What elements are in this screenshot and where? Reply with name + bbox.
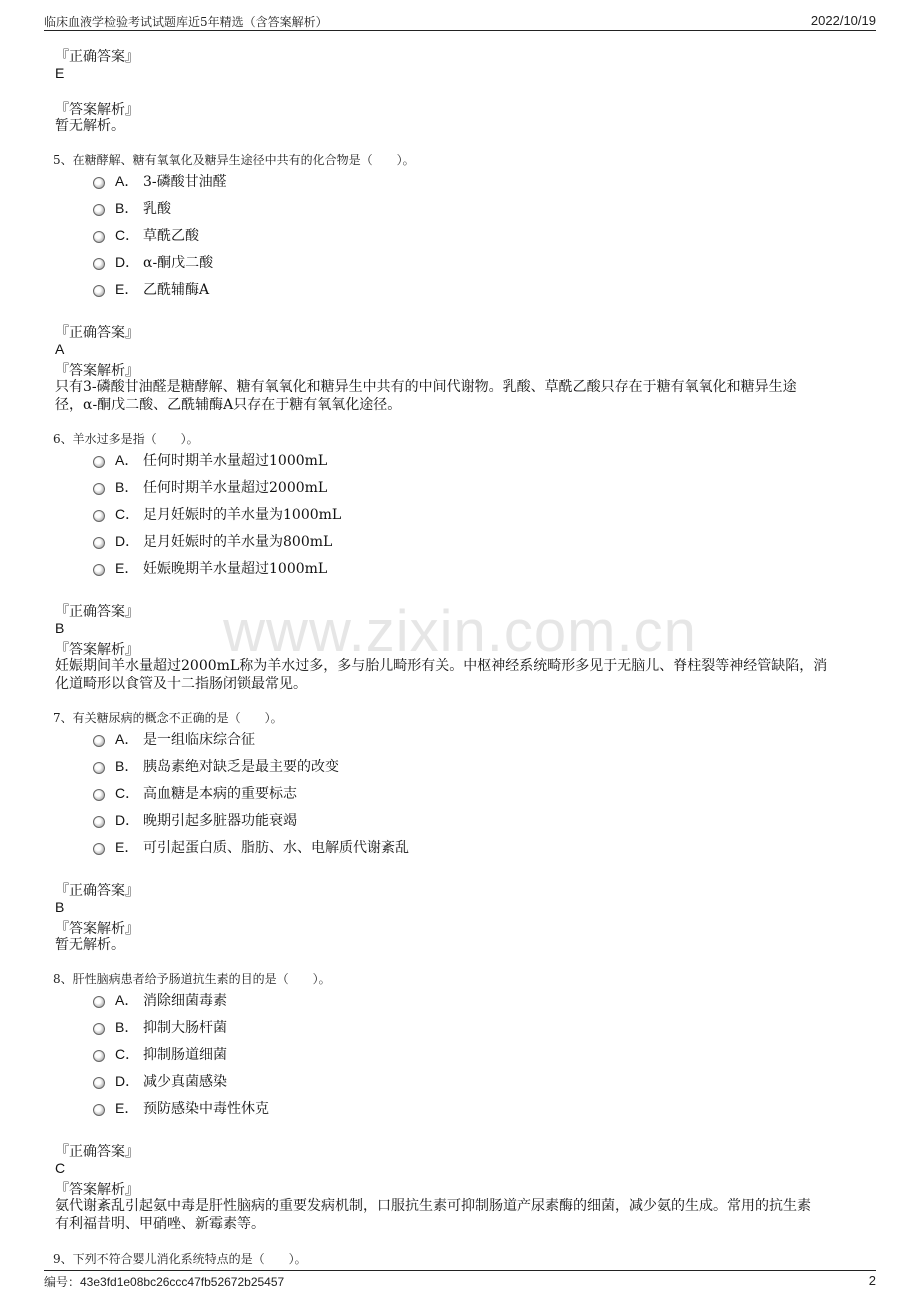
question-stem-cut: 9、下列不符合婴儿消化系统特点的是（ ）。 [53,1252,307,1266]
radio-icon[interactable] [93,231,105,243]
option-a[interactable]: A． 3-磷酸甘油醛 [93,172,227,190]
option-b[interactable]: B． 胰岛素绝对缺乏是最主要的改变 [93,757,339,775]
option-b[interactable]: B． 抑制大肠杆菌 [93,1018,227,1036]
radio-icon[interactable] [93,510,105,522]
radio-icon[interactable] [93,1023,105,1035]
analysis-text: 妊娠期间羊水量超过2000mL称为羊水过多，多与胎儿畸形有关。中枢神经系统畸形多见于无脑儿、脊柱裂等神经管缺陷，消 化道畸形以食管及十二指肠闭锁最常见。 [55,658,828,692]
option-c[interactable]: C． 高血糖是本病的重要标志 [93,784,297,802]
option-d[interactable]: D． 足月妊娠时的羊水量为800mL [93,532,332,550]
radio-icon[interactable] [93,483,105,495]
analysis-text: 暂无解析。 [55,937,125,953]
radio-icon[interactable] [93,996,105,1008]
radio-icon[interactable] [93,456,105,468]
page-number: 2 [868,1273,876,1288]
option-d[interactable]: D． 减少真菌感染 [93,1072,227,1090]
answer-label: 『正确答案』 [55,1144,139,1160]
answer-value: A [55,341,65,357]
option-c[interactable]: C． 草酰乙酸 [93,226,199,244]
analysis-label: 『答案解析』 [55,363,139,379]
answer-label: 『正确答案』 [55,49,139,65]
document-title: 临床血液学检验考试试题库近5年精选（含答案解析） [44,15,328,29]
option-c[interactable]: C． 足月妊娠时的羊水量为1000mL [93,505,341,523]
radio-icon[interactable] [93,1077,105,1089]
question-stem: 5、在糖酵解、糖有氧氧化及糖异生途径中共有的化合物是（ ）。 [53,153,415,167]
option-a[interactable]: A． 消除细菌毒素 [93,991,227,1009]
option-e[interactable]: E． 可引起蛋白质、脂肪、水、电解质代谢紊乱 [93,838,409,856]
option-b[interactable]: B． 乳酸 [93,199,171,217]
radio-icon[interactable] [93,537,105,549]
analysis-text: 氨代谢紊乱引起氨中毒是肝性脑病的重要发病机制，口服抗生素可抑制肠道产尿素酶的细菌，减少氨的生成。常用的抗生素 有利福昔明、甲硝唑、新霉素等。 [55,1198,811,1232]
question-stem: 8、肝性脑病患者给予肠道抗生素的目的是（ ）。 [53,972,331,986]
radio-icon[interactable] [93,204,105,216]
question-stem: 6、羊水过多是指（ ）。 [53,432,199,446]
analysis-label: 『答案解析』 [55,921,139,937]
answer-label: 『正确答案』 [55,604,139,620]
option-a[interactable]: A． 任何时期羊水量超过1000mL [93,451,327,469]
page-header [44,0,876,31]
option-e[interactable]: E． 预防感染中毒性休克 [93,1099,269,1117]
option-c[interactable]: C． 抑制肠道细菌 [93,1045,227,1063]
document-date: 2022/10/19 [810,13,876,28]
answer-label: 『正确答案』 [55,883,139,899]
radio-icon[interactable] [93,735,105,747]
radio-icon[interactable] [93,789,105,801]
radio-icon[interactable] [93,177,105,189]
analysis-label: 『答案解析』 [55,1182,139,1198]
analysis-text: 暂无解析。 [55,118,125,134]
document-id: 编号：43e3fd1e08bc26ccc47fb52672b25457 [44,1275,285,1289]
page-footer [44,1270,876,1295]
option-d[interactable]: D． 晚期引起多脏器功能衰竭 [93,811,297,829]
radio-icon[interactable] [93,1104,105,1116]
option-b[interactable]: B． 任何时期羊水量超过2000mL [93,478,327,496]
answer-value: B [55,899,65,915]
radio-icon[interactable] [93,1050,105,1062]
radio-icon[interactable] [93,564,105,576]
analysis-text: 只有3-磷酸甘油醛是糖酵解、糖有氧氧化和糖异生中共有的中间代谢物。乳酸、草酰乙酸只存在于糖有氧氧化和糖异生途 径，α-酮戊二酸、乙酰辅酶A只存在于糖有氧氧化途径。 [55,379,797,413]
option-e[interactable]: E． 妊娠晚期羊水量超过1000mL [93,559,327,577]
answer-label: 『正确答案』 [55,325,139,341]
answer-value: E [55,65,65,81]
question-stem: 7、有关糖尿病的概念不正确的是（ ）。 [53,711,283,725]
radio-icon[interactable] [93,843,105,855]
analysis-label: 『答案解析』 [55,642,139,658]
option-e[interactable]: E． 乙酰辅酶A [93,280,209,298]
analysis-label: 『答案解析』 [55,102,139,118]
answer-value: B [55,620,65,636]
radio-icon[interactable] [93,762,105,774]
radio-icon[interactable] [93,285,105,297]
answer-value: C [55,1160,66,1176]
watermark: www.zixin.com.cn [223,599,697,664]
radio-icon[interactable] [93,816,105,828]
option-a[interactable]: A． 是一组临床综合征 [93,730,255,748]
radio-icon[interactable] [93,258,105,270]
option-d[interactable]: D． α-酮戊二酸 [93,253,213,271]
